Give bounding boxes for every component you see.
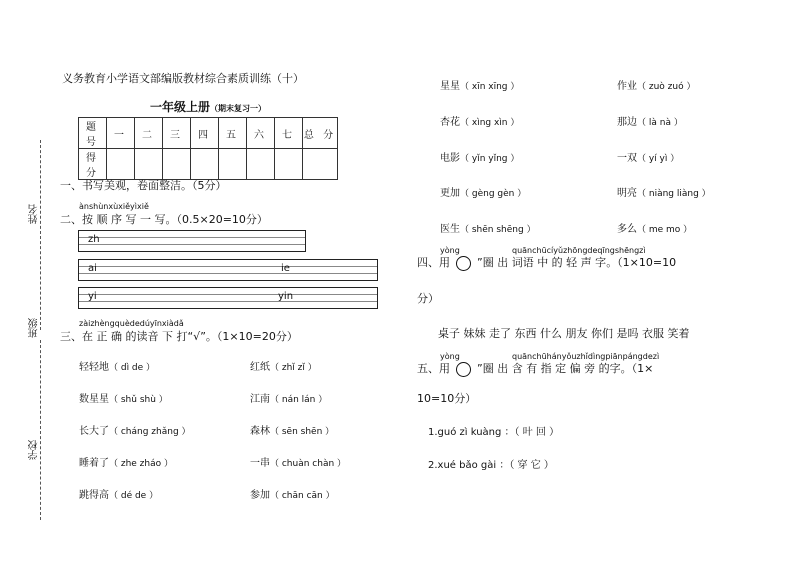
score-cell[interactable]: [303, 149, 338, 180]
section-4-title: [417, 254, 676, 271]
section-4-pinyin-b: quānchūcíyǔzhōngdeqīngshēngzì: [512, 246, 646, 255]
item-options: （ xìng xìn ）: [460, 118, 520, 128]
pinyin-choice-item[interactable]: [79, 422, 191, 437]
item-options: （ zhe zháo ）: [109, 459, 173, 469]
section-5-suffix: 。（1×: [620, 362, 654, 375]
score-table: [78, 117, 338, 180]
score-header-cell: 题 号: [79, 118, 107, 149]
score-header-cell: 六: [247, 118, 275, 149]
margin-label-class: 班级: [29, 318, 40, 338]
box-edge: [377, 260, 378, 280]
section-2-title: [60, 211, 268, 227]
item-word: 电影: [440, 153, 460, 164]
guide-line: [78, 244, 306, 245]
item-options: （ cháng zhǎng ）: [109, 427, 191, 437]
pinyin-choice-item[interactable]: [79, 358, 155, 373]
item-options: （ chān cān ）: [270, 491, 335, 501]
item-word: 明亮: [617, 188, 637, 199]
grade-subtitle: （期末复习一）: [210, 104, 267, 113]
item-word: 长大了: [79, 426, 109, 437]
score-cell[interactable]: [107, 149, 135, 180]
box-edge: [377, 288, 378, 308]
section-5-body: ”圈 出 含 有 指 定 偏 旁 的字: [477, 362, 621, 375]
guide-line: [78, 237, 306, 238]
pinyin-choice-item[interactable]: [250, 486, 335, 501]
score-header-cell: 三: [163, 118, 191, 149]
section-3-suffix: 。（1×10=20分）: [205, 330, 298, 343]
score-header-cell: 七: [275, 118, 303, 149]
item-word: 轻轻地: [79, 362, 109, 373]
item-word: 医生: [440, 224, 460, 235]
pinyin-choice-item[interactable]: [617, 220, 692, 235]
item-word: 江南: [250, 394, 270, 405]
box-edge: [78, 231, 79, 251]
section-3-prefix: 三、: [60, 330, 82, 343]
pinyin-choice-item[interactable]: [440, 113, 519, 128]
item-options: （ niàng liàng ）: [637, 189, 711, 199]
section-4-suffix: 。（1×10=10: [606, 256, 677, 269]
score-header-cell: 四: [191, 118, 219, 149]
score-cell[interactable]: [191, 149, 219, 180]
section-3-body: 在 正 确 的读音 下 打“√”: [82, 330, 206, 343]
guide-line: [78, 301, 378, 302]
section-5-question-1[interactable]: 1.guó zì kuàng ：（ 叶 回 ）: [428, 427, 560, 438]
pinyin-choice-item[interactable]: [79, 454, 173, 469]
pinyin-choice-item[interactable]: [440, 77, 519, 92]
score-cell[interactable]: [275, 149, 303, 180]
score-table-score-row: [79, 149, 338, 180]
item-word: 杏花: [440, 117, 460, 128]
section-5-pinyin-b: quānchūhányǒuzhǐdìngpiānpángdezì: [512, 352, 660, 361]
section-4-pinyin-a: yòng: [440, 246, 460, 255]
section-2-pinyin: ànshùnxùxiěyìxiě: [79, 202, 149, 211]
circle-symbol-icon: [456, 362, 471, 377]
item-word: 睡着了: [79, 458, 109, 469]
section-4-word-list[interactable]: 桌子 妹妹 走了 东西 什么 朋友 你们 是吗 衣服 笑着: [438, 327, 690, 340]
section-1-title: 一、书写美观，卷面整洁。（5分）: [60, 179, 227, 192]
item-options: （ me mo ）: [637, 225, 693, 235]
item-options: （ gèng gèn ）: [460, 189, 527, 199]
score-row-label: 得 分: [79, 149, 107, 180]
item-options: （ sēn shēn ）: [270, 427, 335, 437]
item-options: （ zhǐ zǐ ）: [270, 363, 317, 373]
item-word: 一串: [250, 458, 270, 469]
section-3-title: [60, 328, 298, 344]
item-options: （ là nà ）: [637, 118, 683, 128]
binding-line-bottom: [40, 340, 41, 520]
item-word: 作业: [617, 81, 637, 92]
pinyin-choice-item[interactable]: [250, 358, 317, 373]
score-cell[interactable]: [247, 149, 275, 180]
item-word: 星星: [440, 81, 460, 92]
item-options: （ yí yì ）: [637, 154, 680, 164]
item-options: （ dé de ）: [109, 491, 159, 501]
grade-label: 一年级上册: [150, 100, 211, 114]
item-options: （ dì de ）: [109, 363, 156, 373]
section-2-suffix: 。（0.5×20=10分）: [165, 213, 268, 226]
margin-label-name: 姓名: [29, 204, 40, 224]
score-header-cell: 总 分: [303, 118, 338, 149]
circle-symbol-icon: [456, 256, 471, 271]
box-edge: [305, 231, 306, 251]
pinyin-choice-item[interactable]: [440, 220, 536, 235]
item-options: （ shēn shēng ）: [460, 225, 536, 235]
pinyin-choice-item[interactable]: [440, 149, 519, 164]
item-word: 多么: [617, 224, 637, 235]
item-options: （ nán lán ）: [270, 395, 328, 405]
score-cell[interactable]: [219, 149, 247, 180]
box-edge: [78, 260, 79, 280]
pinyin-choice-item[interactable]: [440, 184, 526, 199]
item-options: （ xīn xīng ）: [460, 82, 520, 92]
item-word: 那边: [617, 117, 637, 128]
item-options: （ shǔ shù ）: [109, 395, 168, 405]
box-edge: [78, 288, 79, 308]
item-options: （ yǐn yǐng ）: [460, 154, 520, 164]
writing-box-1-text: zh: [88, 234, 100, 245]
score-table-header-row: [79, 118, 338, 149]
guide-line: [78, 273, 378, 274]
item-word: 一双: [617, 153, 637, 164]
score-header-cell: 一: [107, 118, 135, 149]
pinyin-choice-item[interactable]: [250, 422, 334, 437]
item-options: （ zuò zuó ）: [637, 82, 696, 92]
margin-label-school: 学校: [29, 440, 40, 460]
section-4-suffix-wrap: 分）: [417, 292, 439, 305]
section-5-title: [417, 360, 653, 377]
guide-line: [78, 294, 378, 295]
pinyin-choice-item[interactable]: [250, 454, 346, 469]
item-word: 红纸: [250, 362, 270, 373]
item-word: 参加: [250, 490, 270, 501]
section-4-prefix: 四、用: [417, 256, 450, 269]
pinyin-choice-item[interactable]: [79, 486, 158, 501]
score-cell[interactable]: [163, 149, 191, 180]
section-3-pinyin: zàizhèngquèdedúyīnxiàdǎ: [79, 319, 184, 328]
pinyin-choice-item[interactable]: [79, 390, 168, 405]
section-5-suffix-wrap: 10=10分）: [417, 392, 477, 405]
pinyin-choice-item[interactable]: [617, 77, 695, 92]
pinyin-choice-item[interactable]: [617, 184, 711, 199]
section-4-body: ”圈 出 词语 中 的 轻 声 字: [477, 256, 607, 269]
writing-box-1[interactable]: [78, 230, 306, 252]
item-word: 跳得高: [79, 490, 109, 501]
writing-box-3[interactable]: [78, 287, 378, 309]
writing-box-3-text-b: yin: [278, 291, 294, 302]
section-5-prefix: 五、用: [417, 362, 450, 375]
score-header-cell: 五: [219, 118, 247, 149]
writing-box-2-text-a: ai: [88, 263, 97, 274]
writing-box-2[interactable]: [78, 259, 378, 281]
item-word: 更加: [440, 188, 460, 199]
score-cell[interactable]: [135, 149, 163, 180]
section-5-question-2[interactable]: 2.xué bǎo gài ：（ 穿 它 ）: [428, 460, 554, 471]
writing-box-3-text-a: yi: [88, 291, 97, 302]
grade-title: [150, 98, 266, 115]
score-header-cell: 二: [135, 118, 163, 149]
item-word: 森林: [250, 426, 270, 437]
writing-box-2-text-b: ie: [281, 263, 290, 274]
page-title: 义务教育小学语文部编版教材综合素质训练（十）: [62, 72, 304, 85]
section-2-prefix: 二、: [60, 213, 82, 226]
binding-line-top: [40, 140, 41, 330]
pinyin-choice-item[interactable]: [250, 390, 327, 405]
pinyin-choice-item[interactable]: [617, 149, 679, 164]
section-2-body: 按 顺 序 写 一 写: [82, 213, 166, 226]
pinyin-choice-item[interactable]: [617, 113, 683, 128]
item-options: （ chuàn chàn ）: [270, 459, 347, 469]
guide-line: [78, 266, 378, 267]
item-word: 数星星: [79, 394, 109, 405]
section-5-pinyin-a: yòng: [440, 352, 460, 361]
